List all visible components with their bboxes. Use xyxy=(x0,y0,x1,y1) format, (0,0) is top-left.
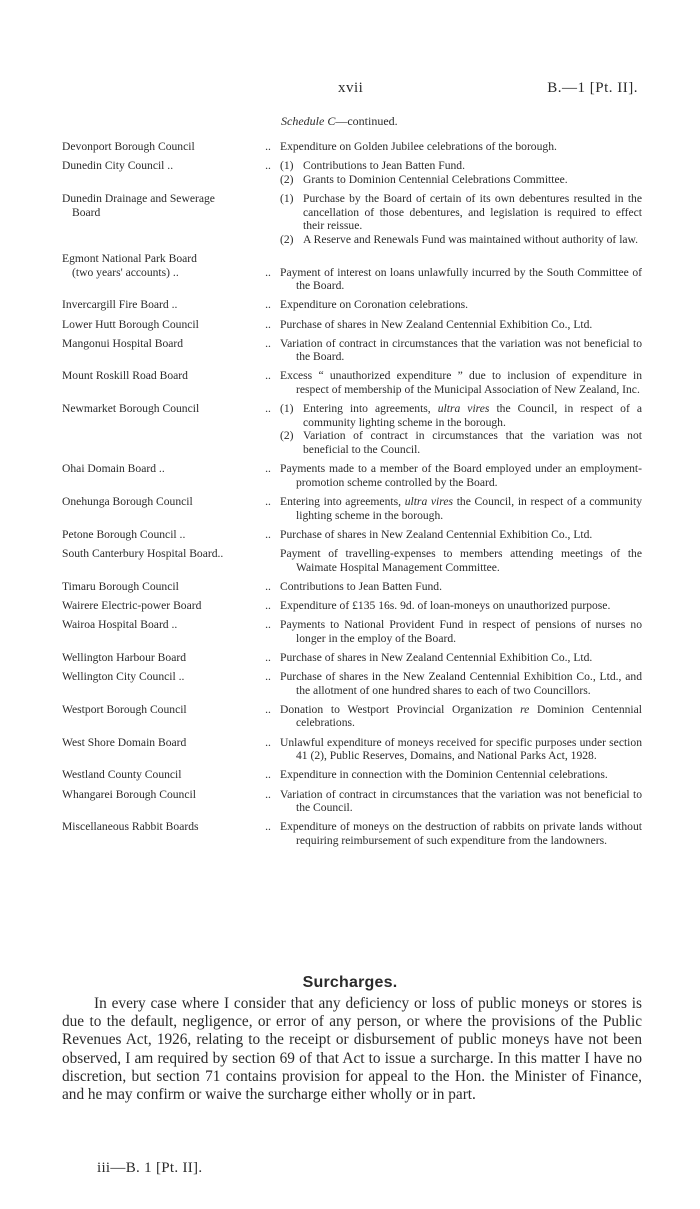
table-row xyxy=(62,159,642,186)
table-row xyxy=(62,252,642,293)
description-item xyxy=(280,192,642,233)
irregularity-description xyxy=(280,495,642,522)
item-text: Entering into agreements, xyxy=(280,495,405,508)
leader-dots: .. xyxy=(265,265,271,279)
leader-dots xyxy=(256,547,280,574)
body-name xyxy=(62,298,256,312)
description-item xyxy=(280,337,642,364)
leader-dots: .. xyxy=(265,159,271,173)
item-number: (1) xyxy=(280,159,294,173)
body-name-line: Dunedin Drainage and Sewerage xyxy=(62,191,215,205)
body-name-line: Newmarket Borough Council xyxy=(62,402,200,416)
table-row xyxy=(62,547,642,574)
body-name xyxy=(62,618,256,645)
body-name xyxy=(62,369,256,396)
table-row xyxy=(62,768,642,782)
irregularity-description xyxy=(280,252,642,293)
table-row xyxy=(62,736,642,763)
table-row xyxy=(62,402,642,456)
description-item xyxy=(280,618,642,645)
item-text: Payments made to a member of the Board employed under an employment-promotion scheme controlled by the Board. xyxy=(280,462,642,489)
item-text-italic: ultra vires xyxy=(404,495,454,508)
leader-dots: .. xyxy=(265,820,271,834)
description-item xyxy=(280,369,642,396)
irregularity-description xyxy=(280,580,642,594)
body-name-continuation: (two years' accounts) .. xyxy=(72,265,179,279)
body-name-line: Petone Borough Council .. xyxy=(62,527,186,541)
body-name-line: Wellington City Council .. xyxy=(62,670,185,684)
table-row xyxy=(62,462,642,489)
item-text: Variation of contract in circumstances that the variation was not beneficial to the Council. xyxy=(303,429,642,457)
description-item xyxy=(280,528,642,542)
irregularity-description xyxy=(280,369,642,396)
irregularity-description xyxy=(280,618,642,645)
description-item xyxy=(280,159,642,173)
body-name-line: Whangarei Borough Council xyxy=(62,787,196,801)
body-name-line: Miscellaneous Rabbit Boards xyxy=(62,820,199,834)
leader-dots: .. xyxy=(265,670,271,684)
irregularity-description xyxy=(280,318,642,332)
page-header xyxy=(0,80,700,102)
body-name xyxy=(62,402,256,456)
table-row xyxy=(62,703,642,730)
table-row xyxy=(62,580,642,594)
table-row xyxy=(62,618,642,645)
description-item xyxy=(280,140,642,154)
description-item xyxy=(280,580,642,594)
item-text: Payments to National Provident Fund in respect of pensions of nurses no longer in the employ of the Board. xyxy=(280,618,642,645)
body-name-line: South Canterbury Hospital Board.. xyxy=(62,546,224,560)
item-text: Contributions to Jean Batten Fund. xyxy=(303,159,465,173)
table-row xyxy=(62,651,642,665)
leader-dots xyxy=(256,192,280,246)
description-item xyxy=(280,318,642,332)
irregularity-description xyxy=(280,820,642,847)
body-name xyxy=(62,547,256,574)
item-text: Contributions to Jean Batten Fund. xyxy=(280,579,442,593)
item-text: Expenditure on Golden Jubilee celebrations of the borough. xyxy=(280,140,557,153)
description-item xyxy=(280,820,642,847)
body-name xyxy=(62,159,256,186)
body-name xyxy=(62,820,256,847)
table-row xyxy=(62,369,642,396)
leader-dots: .. xyxy=(265,462,271,476)
description-item xyxy=(280,788,642,815)
schedule-title: Schedule C xyxy=(281,114,336,128)
irregularity-description xyxy=(280,192,642,246)
item-text: the Council, in respect of a community lighting scheme in the borough. xyxy=(303,402,642,429)
item-text: Expenditure on Coronation celebrations. xyxy=(280,298,469,312)
report-reference: B.—1 [Pt. II]. xyxy=(547,80,638,96)
table-row xyxy=(62,192,642,246)
body-name-line: Wairere Electric-power Board xyxy=(62,598,202,612)
item-text: Payment of interest on loans unlawfully incurred by the South Committee of the Board. xyxy=(280,265,642,293)
item-text: Expenditure of moneys on the destruction of rabbits on private lands without requiring reimbursement of such expenditure from the landowners. xyxy=(280,820,642,847)
description-item xyxy=(280,462,642,489)
irregularity-description xyxy=(280,140,642,154)
table-row xyxy=(62,670,642,697)
irregularity-description xyxy=(280,599,642,613)
body-name xyxy=(62,670,256,697)
description-item xyxy=(280,402,642,429)
body-name-line: Onehunga Borough Council xyxy=(62,495,193,508)
leader-dots: .. xyxy=(265,735,271,749)
item-text: Dominion Centennial celebrations. xyxy=(296,702,643,730)
body-name xyxy=(62,528,256,542)
irregularity-description xyxy=(280,651,642,665)
body-name-line: Wairoa Hospital Board .. xyxy=(62,618,178,632)
item-text: Purchase of shares in New Zealand Centennial Exhibition Co., Ltd. xyxy=(280,317,593,331)
body-name xyxy=(62,318,256,332)
body-name-line: Mangonui Hospital Board xyxy=(62,336,184,350)
leader-dots: .. xyxy=(265,787,271,801)
item-text: Purchase of shares in the New Zealand Centennial Exhibition Co., Ltd., and the allotment of one hundred shares to each of two Councillors. xyxy=(280,670,642,697)
body-name-line: Ohai Domain Board .. xyxy=(62,462,165,476)
body-name-line: Lower Hutt Borough Council xyxy=(62,317,199,331)
description-item xyxy=(280,266,642,293)
irregularity-description xyxy=(280,528,642,542)
table-row xyxy=(62,298,642,312)
item-text: Purchase of shares in New Zealand Centennial Exhibition Co., Ltd. xyxy=(280,650,593,664)
body-name-line: Egmont National Park Board xyxy=(62,251,197,265)
item-text: Donation to Westport Provincial Organization xyxy=(280,702,521,716)
body-name-line: Invercargill Fire Board .. xyxy=(62,298,178,312)
description-item xyxy=(280,495,642,522)
item-text-italic: re xyxy=(520,702,530,716)
body-name-line: Devonport Borough Council xyxy=(62,140,195,153)
body-name-line: Dunedin City Council .. xyxy=(62,159,174,173)
body-name xyxy=(62,337,256,364)
page-number: xvii xyxy=(338,80,364,96)
table-row xyxy=(62,140,642,154)
description-item xyxy=(280,298,642,312)
item-number: (1) xyxy=(280,402,294,416)
description-item xyxy=(280,173,642,187)
table-row xyxy=(62,337,642,364)
item-text: Variation of contract in circumstances that the variation was not beneficial to the Board. xyxy=(280,336,642,364)
table-row xyxy=(62,820,642,847)
item-text: Purchase of shares in New Zealand Centennial Exhibition Co., Ltd. xyxy=(280,527,593,541)
description-item xyxy=(280,703,642,730)
body-name xyxy=(62,495,256,522)
schedule-heading xyxy=(281,114,398,129)
description-item xyxy=(280,670,642,697)
table-row xyxy=(62,528,642,542)
irregularity-description xyxy=(280,547,642,574)
description-item xyxy=(280,233,642,247)
leader-dots: .. xyxy=(265,402,271,416)
body-name xyxy=(62,736,256,763)
irregularity-description xyxy=(280,768,642,782)
body-name-line: Wellington Harbour Board xyxy=(62,650,186,664)
leader-dots: .. xyxy=(265,298,271,312)
item-number: (2) xyxy=(280,232,294,246)
item-text: Excess “ unauthorized expenditure ” due to inclusion of expenditure in respect of membership of the Municipal Association of New Zealand, Inc. xyxy=(280,369,642,397)
irregularity-description xyxy=(280,703,642,730)
table-row xyxy=(62,495,642,522)
leader-dots: .. xyxy=(265,618,271,632)
leader-dots: .. xyxy=(265,369,271,383)
irregularity-description xyxy=(280,462,642,489)
table-row xyxy=(62,599,642,613)
item-text: the Council, in respect of a community lighting scheme in the borough. xyxy=(296,495,643,522)
body-name-line: Timaru Borough Council xyxy=(62,579,179,593)
leader-dots: .. xyxy=(265,702,271,716)
item-text: Grants to Dominion Centennial Celebrations Committee. xyxy=(303,172,568,186)
body-name xyxy=(62,462,256,489)
body-name xyxy=(62,580,256,594)
item-number: (2) xyxy=(280,429,294,443)
leader-dots: .. xyxy=(265,598,271,612)
table-row xyxy=(62,318,642,332)
irregularity-description xyxy=(280,736,642,763)
body-name-line: Mount Roskill Road Board xyxy=(62,369,188,383)
item-text: Expenditure in connection with the Dominion Centennial celebrations. xyxy=(280,768,608,782)
item-text: Entering into agreements, xyxy=(303,402,438,416)
description-item xyxy=(280,768,642,782)
leader-dots: .. xyxy=(265,317,271,331)
body-name xyxy=(62,252,256,293)
irregularity-description xyxy=(280,788,642,815)
leader-dots: .. xyxy=(265,140,271,153)
description-item xyxy=(280,429,642,456)
item-text: Purchase by the Board of certain of its own debentures resulted in the cancellation of those debentures, and legislation is required to effect their reissue. xyxy=(303,191,642,233)
item-text-italic: ultra vires xyxy=(437,402,490,416)
item-text: Unlawful expenditure of moneys received for specific purposes under section 41 (2), Public Reserves, Domains, and National Parks Act, 1928. xyxy=(280,735,642,763)
body-name-line: West Shore Domain Board xyxy=(62,735,187,749)
page-footer-signature: iii—B. 1 [Pt. II]. xyxy=(97,1160,203,1176)
leader-dots: .. xyxy=(265,527,271,541)
table-row xyxy=(62,788,642,815)
item-text: Expenditure of £135 16s. 9d. of loan-moneys on unauthorized purpose. xyxy=(280,598,611,612)
description-item xyxy=(280,547,642,574)
irregularity-description xyxy=(280,402,642,456)
item-number: (2) xyxy=(280,172,294,186)
section-title: Surcharges. xyxy=(302,974,398,991)
leader-dots: .. xyxy=(265,336,271,350)
body-name-line: Westport Borough Council xyxy=(62,702,187,716)
body-name xyxy=(62,768,256,782)
leader-dots: .. xyxy=(265,768,271,782)
irregularity-description xyxy=(280,159,642,186)
body-name-continuation: Board xyxy=(72,205,101,219)
irregularity-description xyxy=(280,670,642,697)
leader-dots: .. xyxy=(265,495,271,508)
body-name xyxy=(62,788,256,815)
body-name-line: Westland County Council xyxy=(62,768,182,782)
schedule-table xyxy=(62,140,642,853)
leader-dots: .. xyxy=(265,650,271,664)
item-text: Payment of travelling-expenses to members attending meetings of the Waimate Hospital Management Committee. xyxy=(280,546,642,574)
description-item xyxy=(280,599,642,613)
body-name xyxy=(62,599,256,613)
item-text: Variation of contract in circumstances that the variation was not beneficial to the Council. xyxy=(280,787,642,815)
description-item xyxy=(280,651,642,665)
irregularity-description xyxy=(280,298,642,312)
description-item xyxy=(280,736,642,763)
item-number: (1) xyxy=(280,191,294,205)
surcharges-paragraph: In every case where I consider that any deficiency or loss of public moneys or stores is due to the default, negligence, or error of any person, or where the provisions of the Public Revenues Act, 1926, relating to the receipt or disbursement of public moneys have not been observed, I am required by section 69 of that Act to issue a surcharge. In this matter I have no discretion, but section 71 contains provision for appeal to the Hon. the Minister of Finance, and he may confirm or waive the surcharge either wholly or in part. xyxy=(62,995,642,1104)
body-name xyxy=(62,651,256,665)
body-name xyxy=(62,192,256,246)
item-text: A Reserve and Renewals Fund was maintained without authority of law. xyxy=(303,232,639,246)
irregularity-description xyxy=(280,337,642,364)
leader-dots: .. xyxy=(265,579,271,593)
body-name xyxy=(62,703,256,730)
body-name xyxy=(62,140,256,154)
schedule-title-suffix: —continued. xyxy=(335,114,398,128)
